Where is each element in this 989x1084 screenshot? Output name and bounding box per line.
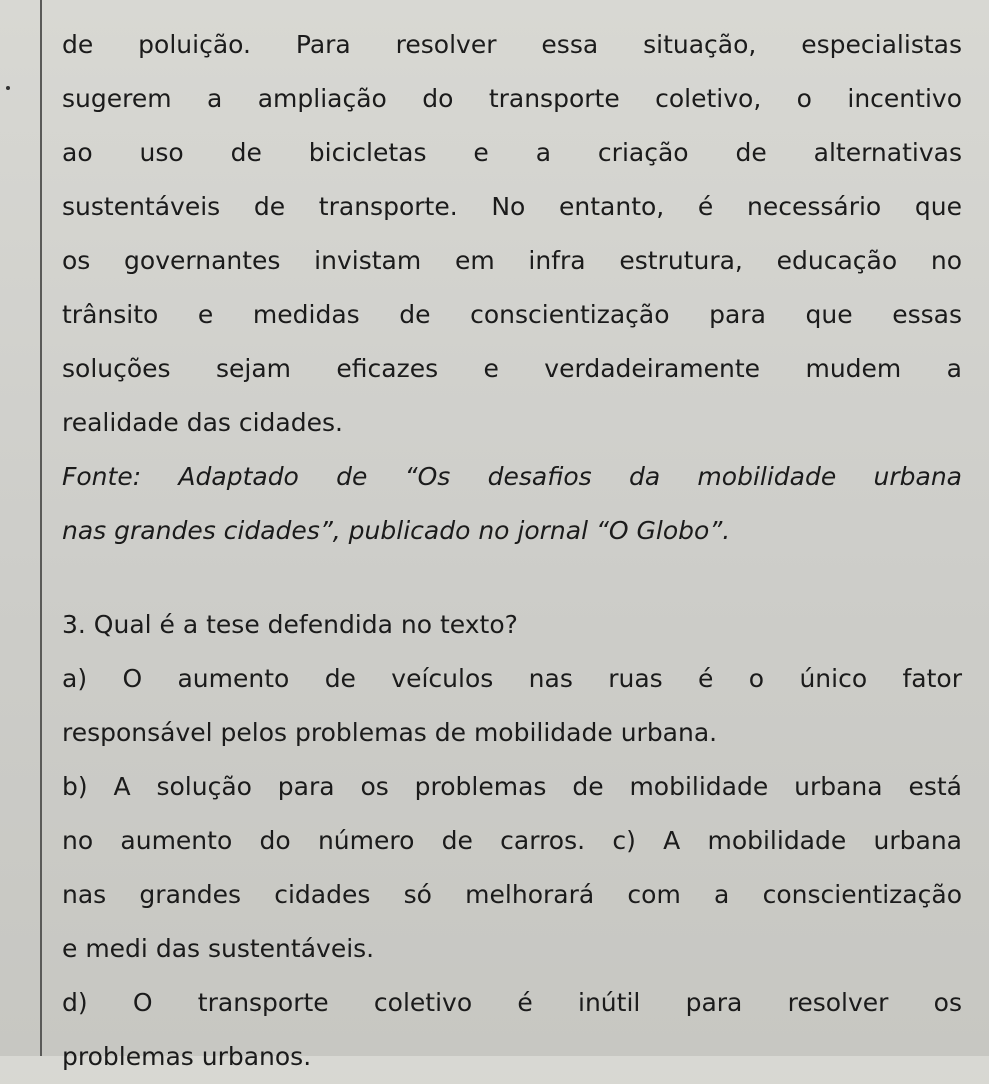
source-line: Fonte: Adaptado de “Os desafios da mobilidade urbana — [62, 462, 962, 491]
spacer — [62, 558, 962, 598]
option-c-line: e medi das sustentáveis. — [62, 934, 375, 963]
option-b-c-line: no aumento do número de carros. c) A mobilidade urbana — [62, 826, 962, 855]
document-page — [62, 18, 962, 1084]
passage-line: realidade das cidades. — [62, 408, 343, 437]
margin-mark — [6, 86, 10, 90]
source-citation — [62, 450, 962, 558]
passage-paragraph — [62, 18, 962, 450]
option-d-line: problemas urbanos. — [62, 1042, 312, 1071]
question-prompt: 3. Qual é a tese defendida no texto? — [62, 610, 518, 639]
passage-line: soluções sejam eficazes e verdadeiramente mudem a — [62, 354, 962, 383]
passage-line: sustentáveis de transporte. No entanto, é necessário que — [62, 192, 962, 221]
passage-line: sugerem a ampliação do transporte coletivo, o incentivo — [62, 84, 962, 113]
option-d-line: d) O transporte coletivo é inútil para resolver os — [62, 988, 962, 1017]
notebook-margin-line — [40, 0, 42, 1056]
question-block — [62, 598, 962, 1084]
passage-line: de poluição. Para resolver essa situação, especialistas — [62, 30, 962, 59]
option-a-line: responsável pelos problemas de mobilidade urbana. — [62, 718, 718, 747]
passage-line: os governantes invistam em infra estrutura, educação no — [62, 246, 962, 275]
option-a-line: a) O aumento de veículos nas ruas é o único fator — [62, 664, 962, 693]
option-c-line: nas grandes cidades só melhorará com a conscientização — [62, 880, 962, 909]
passage-line: trânsito e medidas de conscientização para que essas — [62, 300, 962, 329]
option-b-line: b) A solução para os problemas de mobilidade urbana está — [62, 772, 962, 801]
passage-line: ao uso de bicicletas e a criação de alternativas — [62, 138, 962, 167]
source-line: nas grandes cidades”, publicado no jornal “O Globo”. — [62, 516, 731, 545]
